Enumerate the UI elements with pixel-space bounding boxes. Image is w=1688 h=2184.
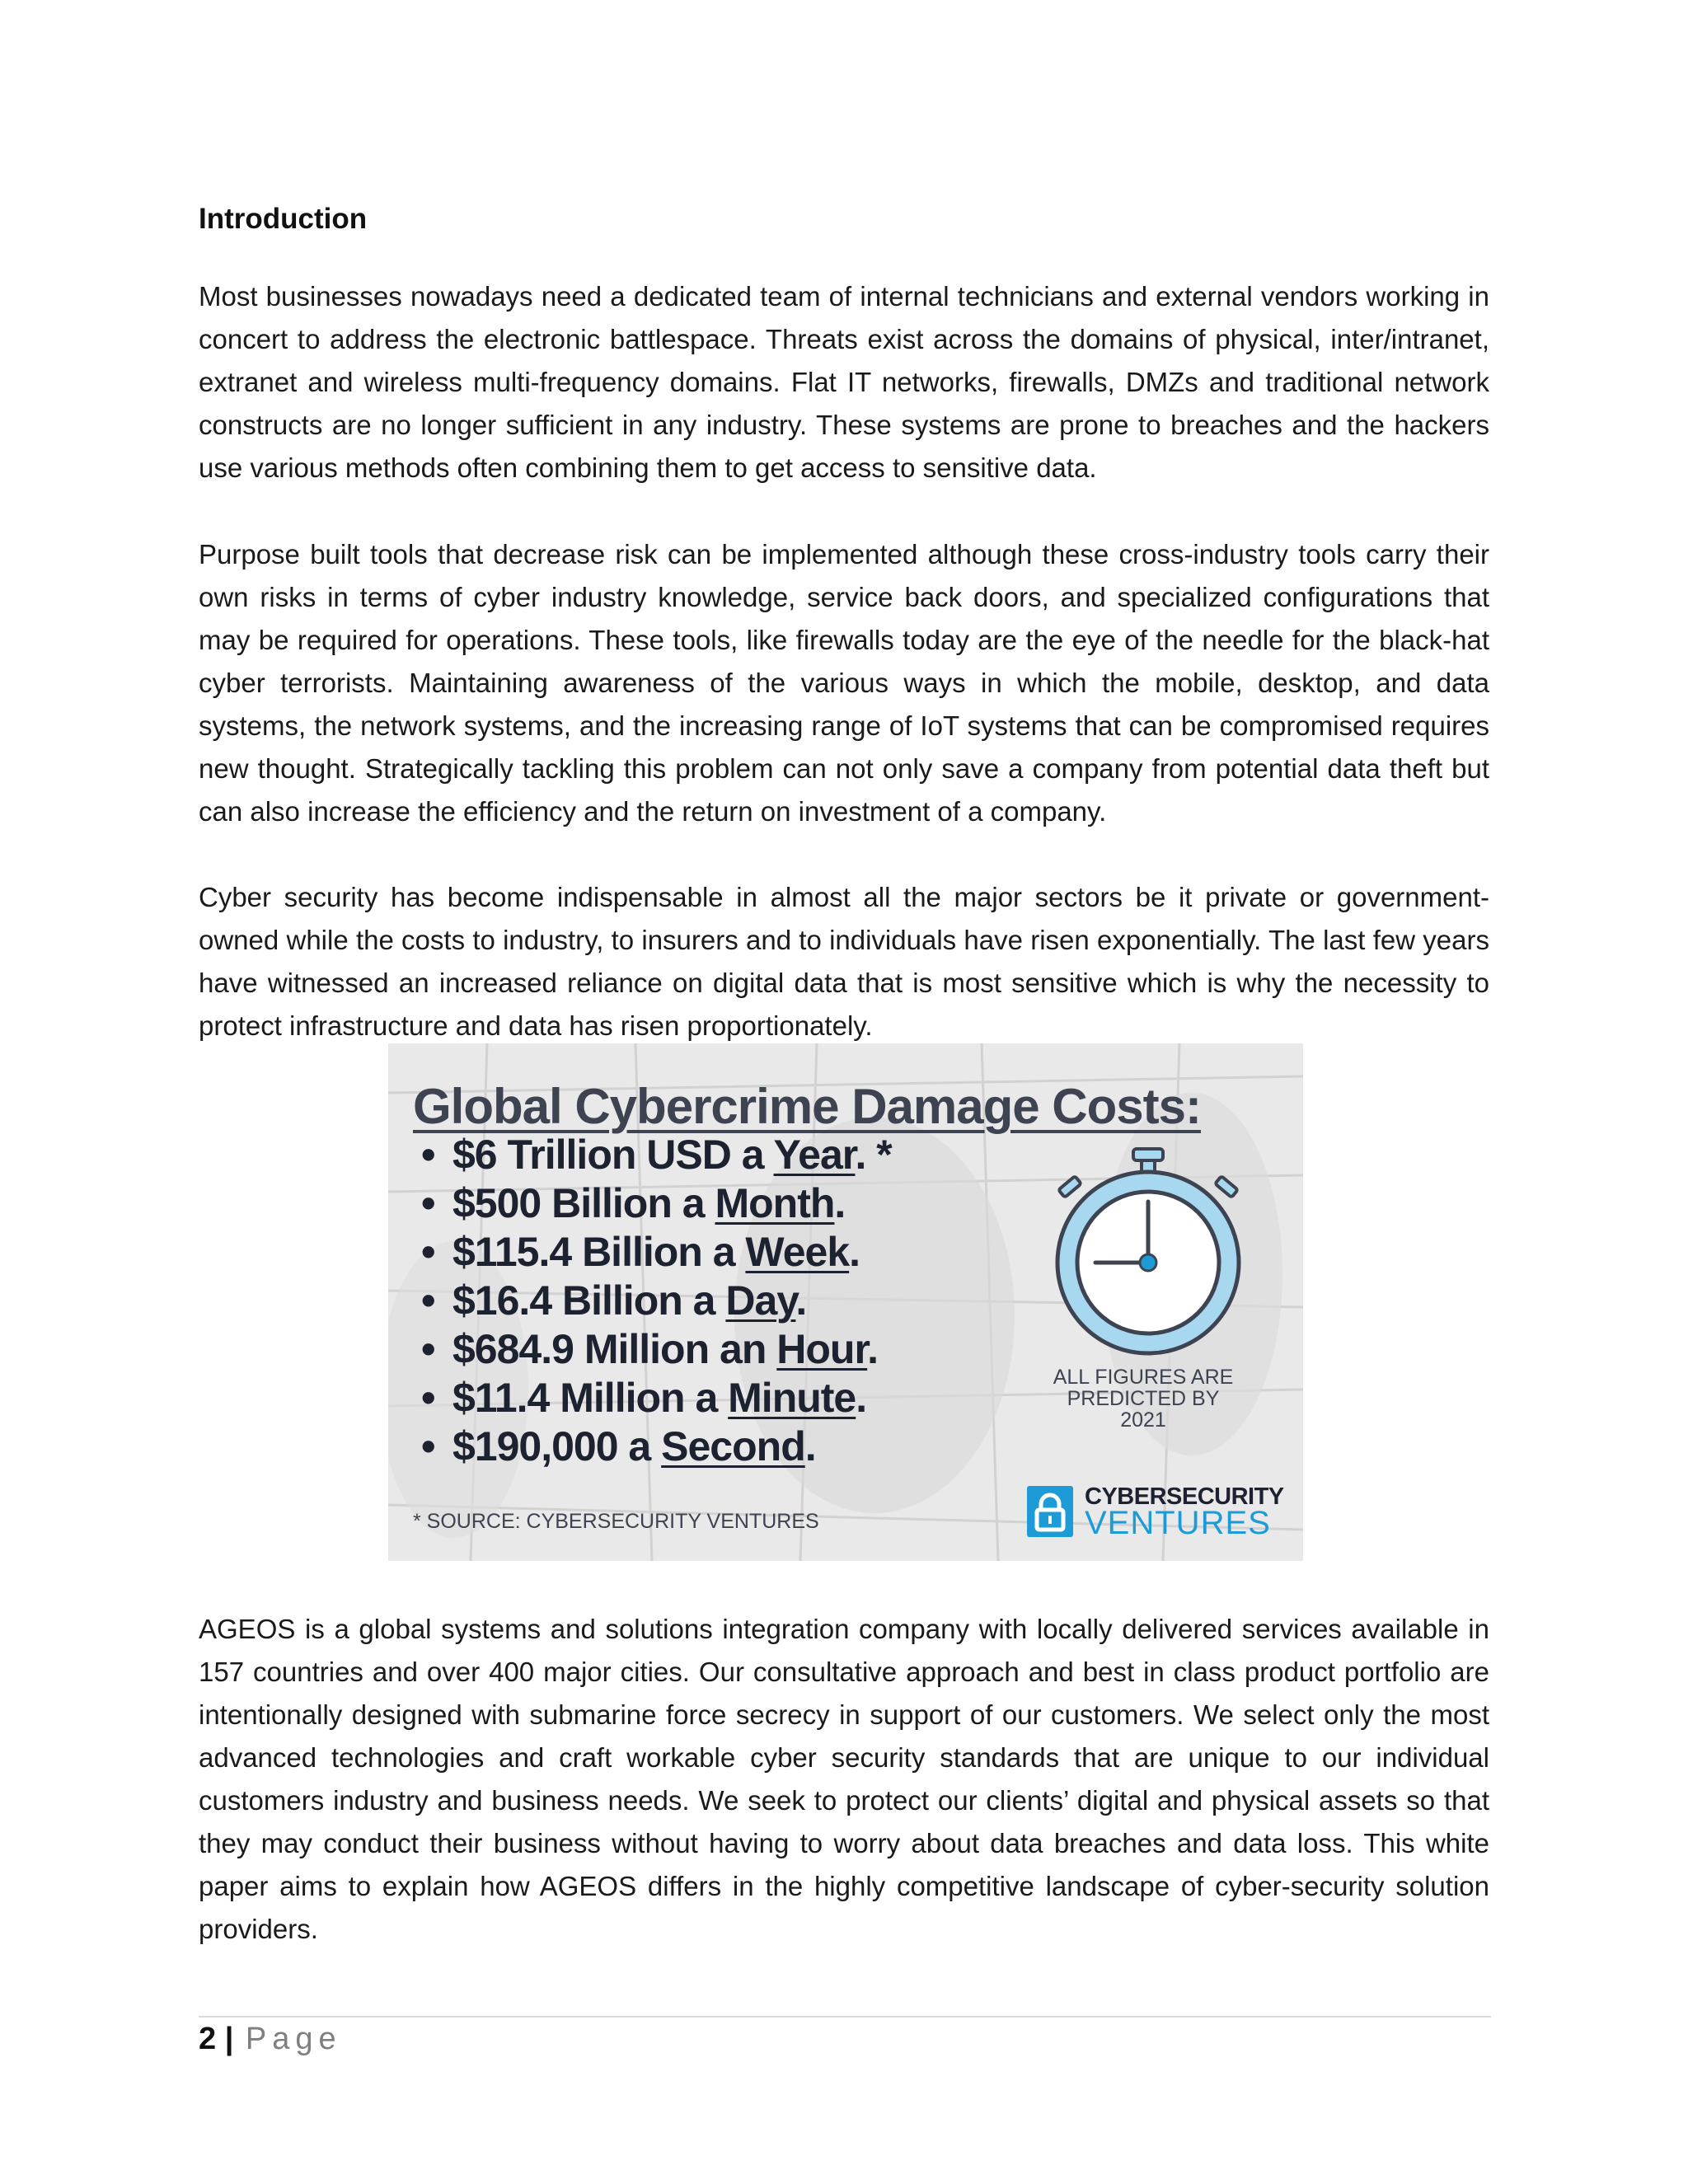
cost-amount: $190,000 a: [452, 1423, 662, 1469]
cost-unit: Hour: [776, 1326, 868, 1372]
cost-amount: $16.4 Billion a: [452, 1277, 726, 1324]
cost-suffix: .: [804, 1423, 816, 1469]
lock-icon: [1027, 1486, 1073, 1537]
cost-list: [421, 1131, 892, 1471]
cost-item-month: [421, 1179, 892, 1228]
cost-item-week: [421, 1228, 892, 1277]
cost-item-minute: [421, 1374, 892, 1422]
cost-amount: $11.4 Million a: [452, 1375, 729, 1421]
bullet: •: [421, 1326, 435, 1372]
cost-unit: Day: [725, 1277, 796, 1324]
section-heading: Introduction: [199, 203, 368, 235]
cost-item-day: [421, 1277, 892, 1325]
prediction-note-line2: PREDICTED BY 2021: [1067, 1387, 1220, 1432]
bullet: •: [421, 1277, 435, 1324]
page-label: Page: [245, 2022, 342, 2056]
cost-suffix: .: [849, 1229, 860, 1275]
infographic-source: * SOURCE: CYBERSECURITY VENTURES: [413, 1510, 819, 1533]
prediction-note: [1044, 1366, 1242, 1431]
cost-unit: Minute: [728, 1375, 856, 1421]
footer-divider: [199, 2016, 1491, 2018]
cybercrime-costs-infographic: [388, 1043, 1303, 1561]
paragraph-cyber-security: Cyber security has become indispensable in almost all the major sectors be it private or government-owned while the costs to industry, to insurers and to individuals have risen exponentially. The last few years have witnessed an increased reliance on digital data that is most sensitive which is why the necessity to protect infrastructure and data has risen proportionately.: [199, 882, 1489, 1041]
bullet: •: [421, 1423, 435, 1469]
cost-item-hour: [421, 1325, 892, 1374]
logo-wordmark-top: CYBERSECURITY: [1085, 1483, 1284, 1510]
cost-amount: $115.4 Billion a: [452, 1229, 746, 1275]
cost-unit: Second: [661, 1423, 805, 1469]
page-footer: [199, 2022, 342, 2057]
page-number: 2: [199, 2022, 217, 2056]
footer-separator: |: [224, 2022, 234, 2056]
cost-amount: $684.9 Million an: [452, 1326, 777, 1372]
cost-suffix: .: [856, 1375, 867, 1421]
bullet: •: [421, 1180, 435, 1226]
logo-wordmark-bottom: VENTURES: [1085, 1505, 1271, 1541]
cost-unit: Month: [715, 1180, 835, 1226]
bullet: •: [421, 1132, 435, 1178]
cost-suffix: .: [867, 1326, 879, 1372]
bullet: •: [421, 1375, 435, 1421]
cost-unit: Week: [745, 1229, 850, 1275]
cost-amount: $6 Trillion USD a: [452, 1132, 774, 1178]
cost-unit: Year: [773, 1132, 856, 1178]
cost-suffix: . *: [855, 1132, 892, 1178]
bullet: •: [421, 1229, 435, 1275]
cost-suffix: .: [834, 1180, 846, 1226]
paragraph-ageos: AGEOS is a global systems and solutions integration company with locally delivered services available in 157 countries and over 400 major cities. Our consultative approach and best in class product portfolio are intentionally designed with submarine force secrecy in support of our customers. We select only the most advanced technologies and craft workable cyber security standards that are unique to our individual customers industry and business needs. We seek to protect our clients’ digital and physical assets so that they may conduct their business without having to worry about data breaches and data loss. This white paper aims to explain how AGEOS differs in the highly competitive landscape of cyber-security solution providers.: [199, 1614, 1489, 1944]
paragraph-tools: Purpose built tools that decrease risk can be implemented although these cross-industry tools carry their own risks in terms of cyber industry knowledge, service back doors, and specialized configurations that may be required for operations. These tools, like firewalls today are the eye of the needle for the black-hat cyber terrorists. Maintaining awareness of the various ways in which the mobile, desktop, and data systems, the network systems, and the increasing range of IoT systems that can be compromised requires new thought. Strategically tackling this problem can not only save a company from potential data theft but can also increase the efficiency and the return on investment of a company.: [199, 539, 1489, 827]
prediction-note-line1: ALL FIGURES ARE: [1053, 1366, 1234, 1389]
cost-amount: $500 Billion a: [452, 1180, 715, 1226]
cost-suffix: .: [795, 1277, 807, 1324]
paragraph-intro: Most businesses nowadays need a dedicated team of internal technicians and external vendors working in concert to address the electronic battlespace. Threats exist across the domains of physical, inter/intranet, extranet and wireless multi-frequency domains. Flat IT networks, firewalls, DMZs and traditional network constructs are no longer sufficient in any industry. These systems are prone to breaches and the hackers use various methods often combining them to get access to sensitive data.: [199, 281, 1489, 483]
infographic-title: Global Cybercrime Damage Costs:: [413, 1079, 1201, 1134]
cost-item-second: [421, 1422, 892, 1471]
cost-item-year: [421, 1131, 892, 1179]
